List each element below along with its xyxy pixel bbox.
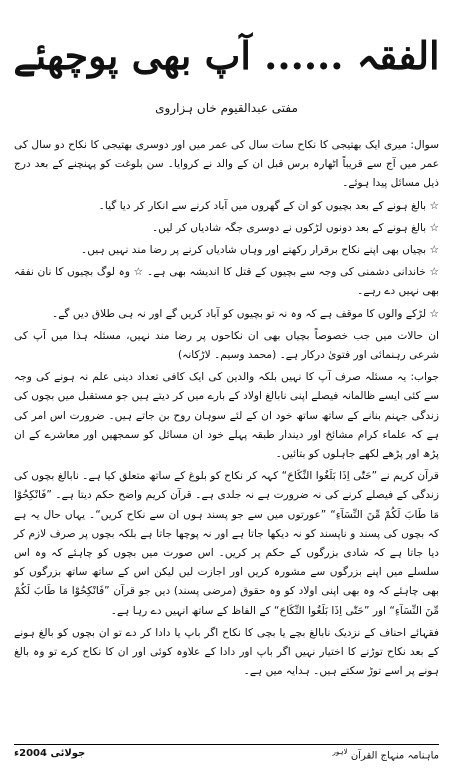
issue-item: ☆ لڑکے والوں کا موقف ہے کہ وہ نہ تو بچیوں کو آباد کریں گے اور نہ ہی طلاق دیں گے۔	[52, 307, 439, 320]
issue-item: ☆ خاندانی دشمنی کی وجہ سے بچیوں کے قتل کا اندیشہ بھی ہے۔ ☆ وہ لوگ بچیوں کا نان نفقہ بھی نہیں دے رہے۔	[14, 266, 439, 298]
magazine-city: لاہور	[332, 748, 348, 756]
answer-paragraph: فقہائے احناف کے نزدیک نابالغ بچے یا بچی کا نکاح اگر باپ یا دادا کر دے تو ان بچوں کو بالغ ہونے کے بعد نکاح توڑنے کا اختیار نہیں اگر باپ اور دادا کے علاوہ کوئی اور ان کا نکاح کرے تو وہ بالغ ہونے پر اسے توڑ سکتے ہیں۔ ہدایہ میں ہے۔	[14, 626, 439, 678]
issue-item: ☆ بالغ ہونے کے بعد دونوں لڑکوں نے دوسری جگہ شادیاں کر لیں۔	[151, 221, 439, 234]
magazine-name	[333, 748, 439, 761]
answer-paragraph: قرآن کریم نے ”حَتّٰی اِذَا بَلَغُوا النِّکَاحَ“ کہہ کر نکاح کو بلوغ کے ساتھ متعلق کیا ہے۔ نابالغ بچوں کی زندگی کے فیصلے کرنے کی نہ ضرورت ہے نہ جلدی ہے۔ قرآن کریم واضح حکم دیتا ہے۔ ”فَانْکِحُوْا مَا طَابَ لَکُمْ مِّنَ النِّسَآءِ“ ”عورتوں میں سے جو پسند ہوں ان سے نکاح کریں“۔ یہاں حال یہ ہے کہ بچوں کی پسند و ناپسند کو نہ دیکھا جاتا ہے اور نہ پوچھا جاتا ہے بلکہ بچوں پر صرف لازم کر دیا جاتا ہے کہ شادی بزرگوں کے حکم پر کریں۔ اس صورت میں بچوں کو چاہئے کہ وہ اس سلسلے میں اپنے بزرگوں سے مشورہ کریں اور اجازت لیں لیکن اس کے ساتھ ساتھ بزرگوں کو بھی چاہئے کہ وہ بھی اپنی اولاد کو وہ حقوق (مرضی پسند) دیں جو قرآن ”فَانْکِحُوْا مَا طَابَ لَکُمْ مِّنَ النِّسَآءِ“ اور ”حَتّٰی اِذَا بَلَغُوا النِّکَاحَ“ کے الفاظ کے ساتھ انہیں دے رہا ہے۔	[14, 470, 439, 617]
magazine-title: ماہنامہ منہاج القرآن	[350, 750, 439, 762]
footer-divider	[14, 744, 439, 745]
issue-date: جولائی 2004ء	[14, 748, 86, 759]
page-footer	[0, 744, 453, 764]
issue-item: ☆ بالغ ہونے کے بعد بچیوں کو ان کے گھروں میں آباد کرنے سے انکار کر دیا گیا۔	[98, 199, 439, 212]
answer-paragraph: جواب: یہ مسئلہ صرف آپ کا نہیں بلکہ والدین کی ایک کافی تعداد دینی علم نہ ہونے کی وجہ سے کئی ایسے ظالمانہ فیصلے اپنی نابالغ اولاد کے بارے میں کر دیتے ہیں جو مستقبل میں بچوں کی زندگی جہنم بنانے کے ساتھ ساتھ خود ان کے لئے سوہان روح بن جاتے ہیں۔ ضرورت اس امر کی ہے کہ علماء کرام مشائخ اور دیندار طبقہ پہلے خود ان مسائل کو سمجھیں اور معاشرے کے ان پڑھ اور پڑھے لکھے جاہلوں کو بتائیں۔	[14, 371, 439, 461]
issue-item: ☆ بچیاں بھی اپنے نکاح برقرار رکھنے اور وہاں شادیاں کرنے پر رضا مند نہیں ہیں۔	[80, 244, 439, 257]
author-name: مفتی عبدالقیوم خاں ہزاروی	[155, 101, 298, 115]
page-title: الفقہ ...... آپ بھی پوچھئے	[13, 33, 440, 78]
article-body	[14, 136, 439, 684]
question-paragraph: سوال: میری ایک بھتیجی کا نکاح سات سال کی عمر میں اور دوسری بھتیجی کا نکاح دو سال کی عمر میں آج سے قریباً اٹھارہ برس قبل ان کے والد نے کروایا۔ سن بلوغت کو پہنچنے کے بعد درج ذیل مسائل پیدا ہوئے۔	[14, 139, 439, 190]
question-closing: ان حالات میں جب خصوصاً بچیاں بھی ان نکاحوں پر رضا مند نہیں، مسئلہ ہذا میں آپ کی شرعی رہنمائی اور فتویٰ درکار ہے۔ (محمد وسیم۔ لاڑکانہ)	[14, 329, 439, 362]
